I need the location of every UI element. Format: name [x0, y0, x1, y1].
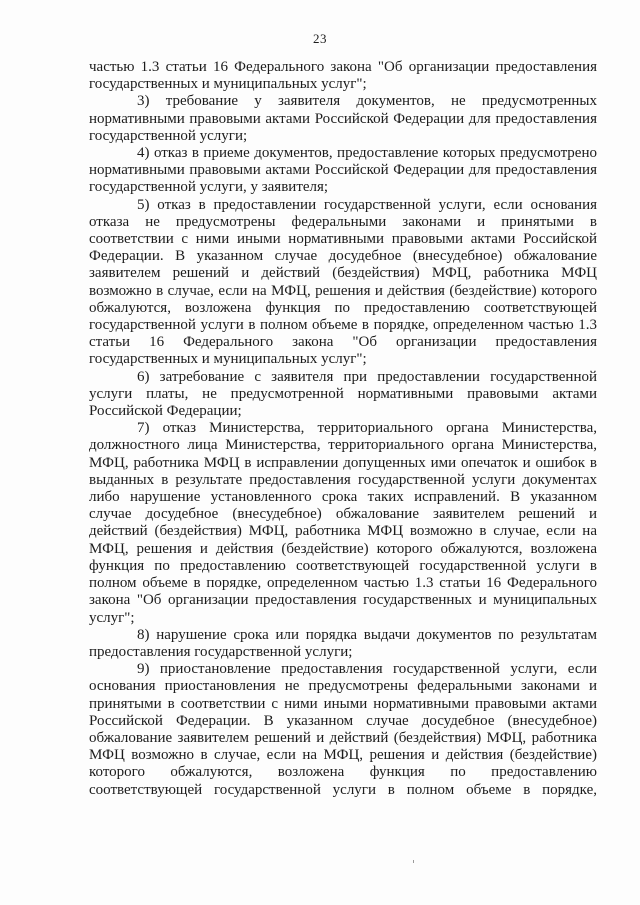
paragraph-item-8: 8) нарушение срока или порядка выдачи документов по результатам предоставления государственной услуги;	[89, 626, 597, 660]
paragraph-item-7: 7) отказ Министерства, территориального органа Министерства, должностного лица Министерства, территориального органа Министерства, МФЦ, работника МФЦ в исправлении допущенных ими опечаток и ошибок в выданных в результате предоставления государственной услуги документах либо нарушение установленного срока таких исправлений. В указанном случае досудебное (внесудебное) обжалование заявителем решений и действий (бездействия) МФЦ, работника МФЦ возможно в случае, если на МФЦ, решения и действия (бездействие) которого обжалуются, возложена функция по предоставлению соответствующей государственной услуги в полном объеме в порядке, определенном частью 1.3 статьи 16 Федерального закона "Об организации предоставления государственных и муниципальных услуг";	[89, 420, 597, 626]
paragraph-item-9: 9) приостановление предоставления государственной услуги, если основания приостановления не предусмотрены федеральными законами и принятыми в соответствии с ними иными нормативными правовыми актами Российской Федерации. В указанном случае досудебное (внесудебное) обжалование заявителем решений и действий (бездействия) МФЦ, работника МФЦ возможно в случае, если на МФЦ, решения и действия (бездействие) которого обжалуются, возложена функция по предоставлению соответствующей государственной услуги в полном объеме в порядке,	[89, 661, 597, 798]
scan-artifact	[413, 860, 414, 863]
paragraph-item-4: 4) отказ в приеме документов, предоставление которых предусмотрено нормативными правовыми актами Российской Федерации для предоставления государственной услуги, у заявителя;	[89, 145, 597, 196]
page-number: 23	[313, 31, 327, 46]
paragraph-item-3: 3) требование у заявителя документов, не предусмотренных нормативными правовыми актами Российской Федерации для предоставления государственной услуги;	[89, 93, 597, 144]
paragraph-continuation: частью 1.3 статьи 16 Федерального закона "Об организации предоставления государственных и муниципальных услуг";	[89, 59, 597, 93]
paragraph-item-5: 5) отказ в предоставлении государственной услуги, если основания отказа не предусмотрены федеральными законами и принятыми в соответствии с ними иными нормативными правовыми актами Российской Федерации. В указанном случае досудебное (внесудебное) обжалование заявителем решений и действий (бездействия) МФЦ, работника МФЦ возможно в случае, если на МФЦ, решения и действия (бездействие) которого обжалуются, возложена функция по предоставлению соответствующей государственной услуги в полном объеме в порядке, определенном частью 1.3 статьи 16 Федерального закона "Об организации предоставления государственных и муниципальных услуг";	[89, 196, 597, 368]
paragraph-item-6: 6) затребование с заявителя при предоставлении государственной услуги платы, не предусмотренной нормативными правовыми актами Российской Федерации;	[89, 368, 597, 420]
document-body	[89, 59, 597, 799]
